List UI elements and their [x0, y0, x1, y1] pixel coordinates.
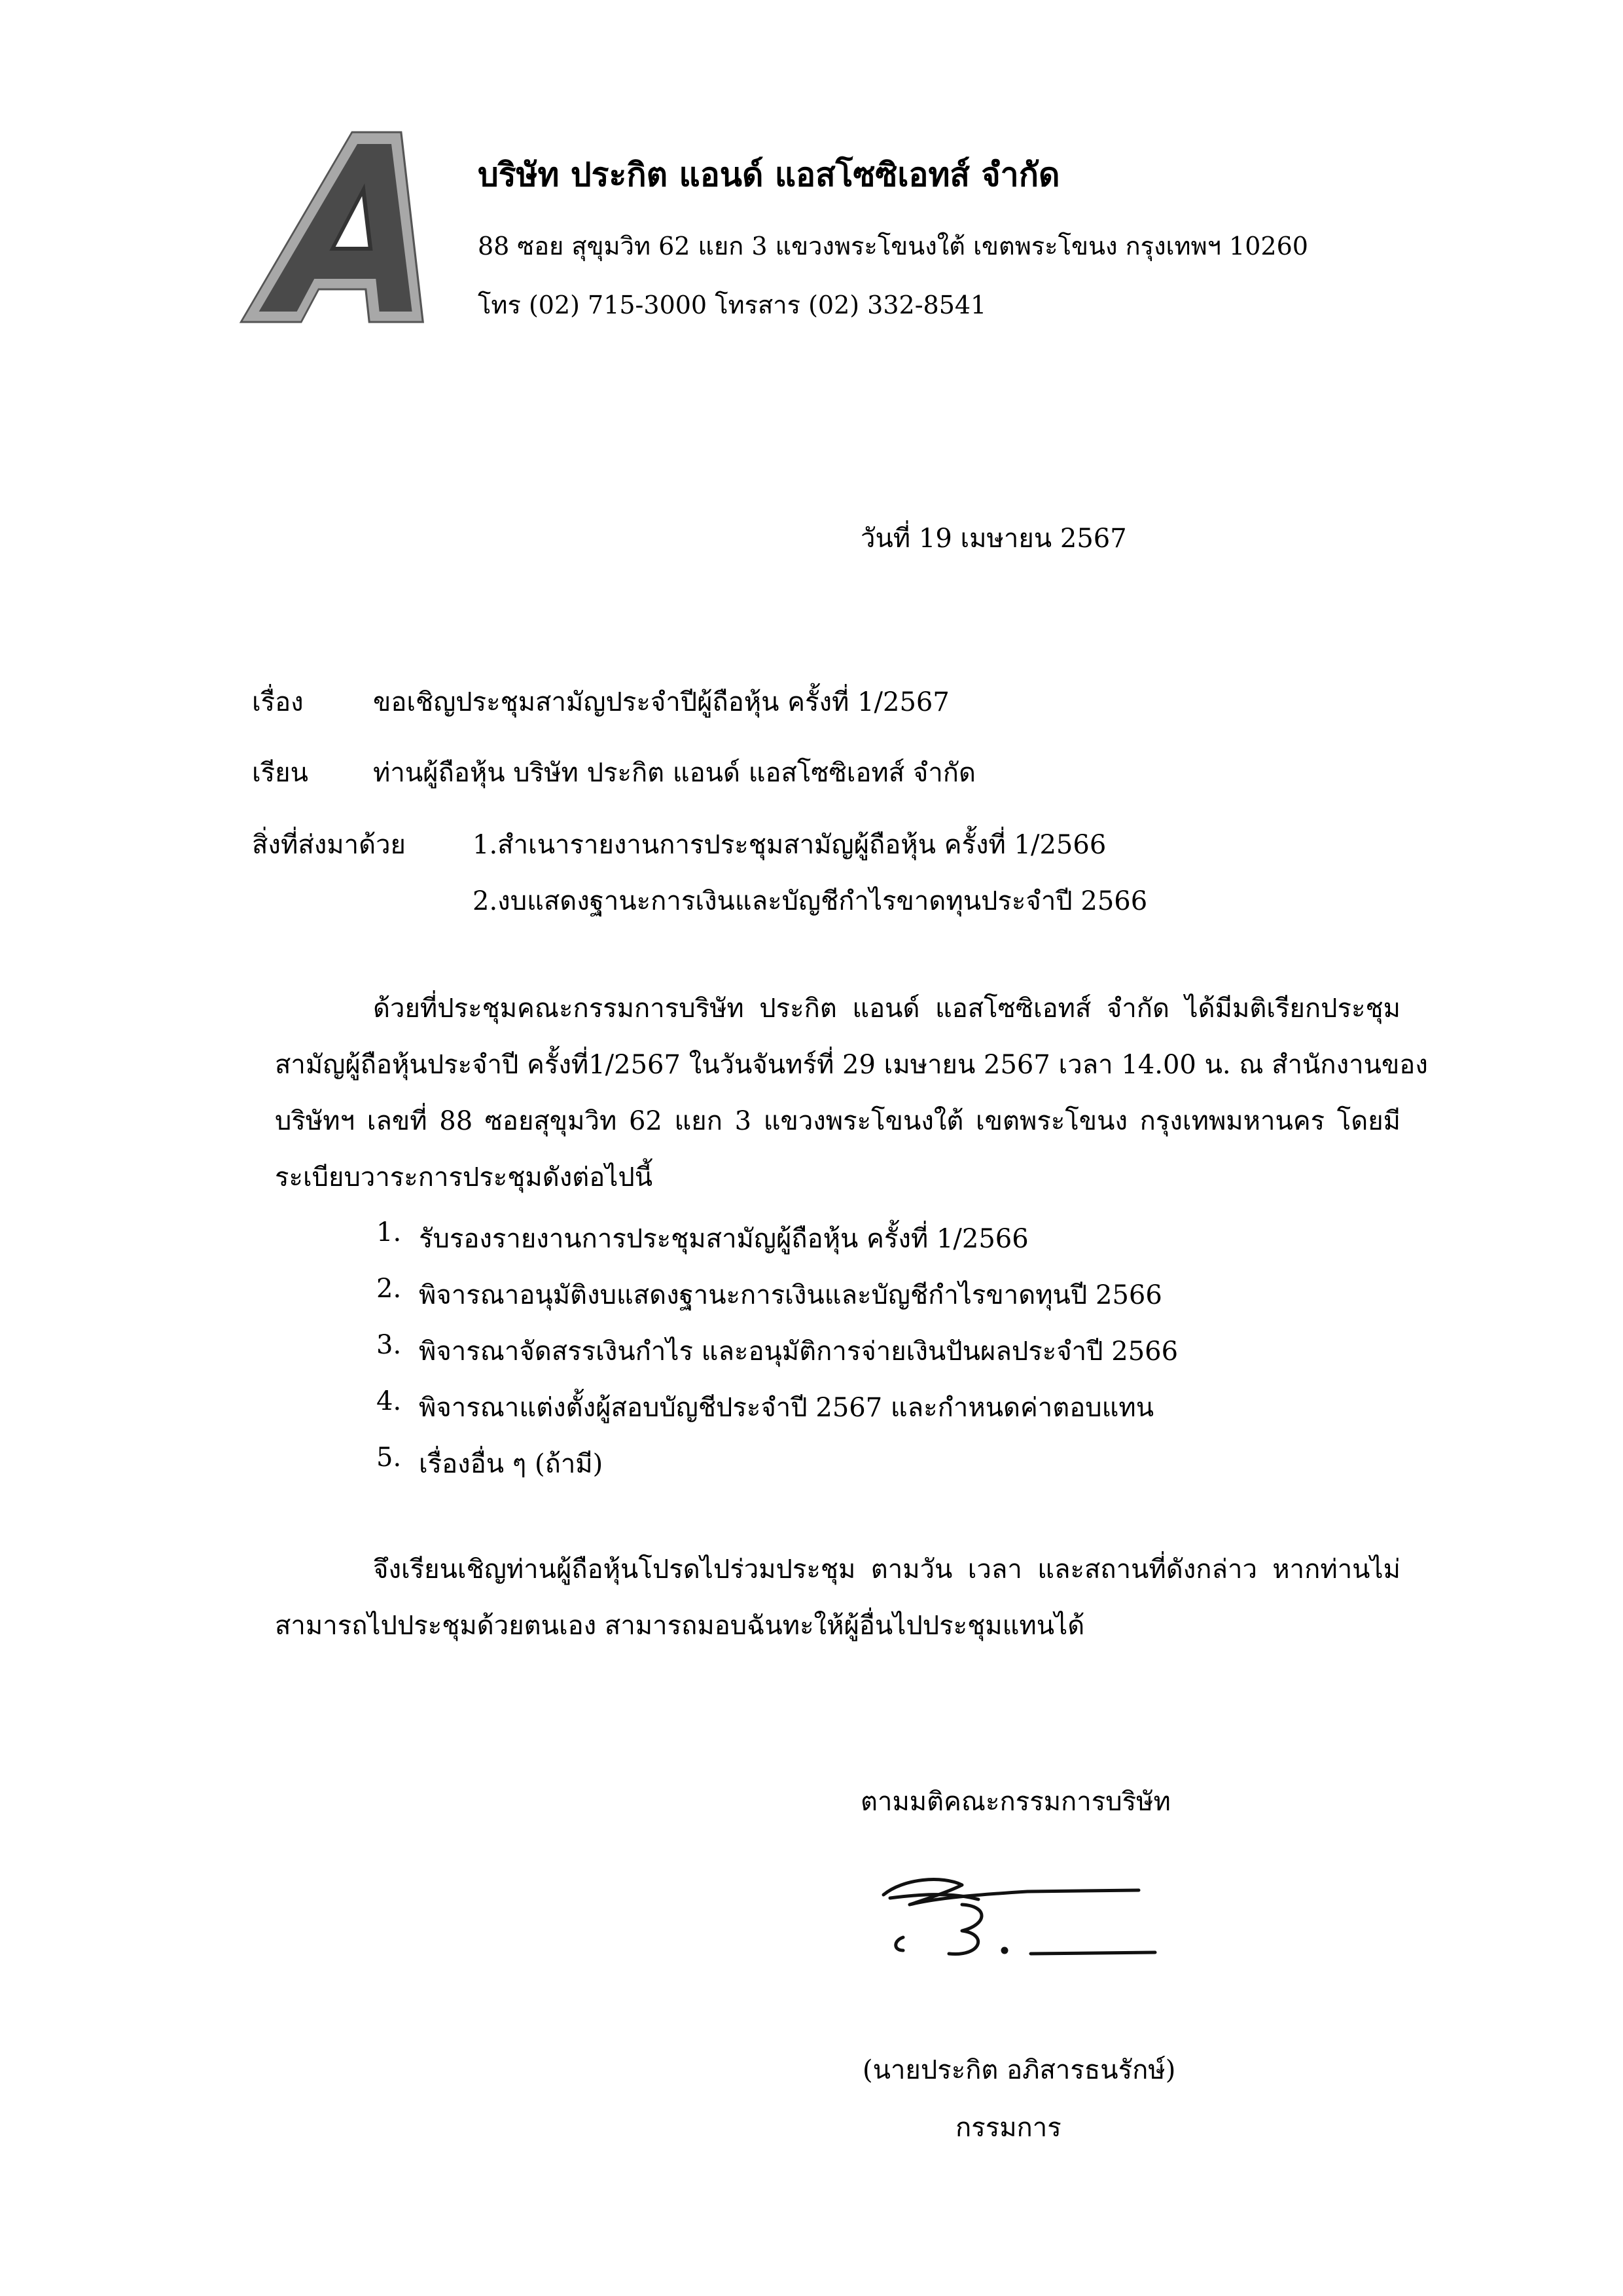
signer-name: (นายประกิต อภิสารธนรักษ์) — [863, 2055, 1176, 2085]
paragraph-line: สามารถไปประชุมด้วยตนเอง สามารถมอบฉันทะให้ผู้อื่นไปประชุมแทนได้ — [275, 1611, 1085, 1641]
agenda-text: เรื่องอื่น ๆ (ถ้ามี) — [419, 1449, 603, 1479]
agenda-text: รับรองรายงานการประชุมสามัญผู้ถือหุ้น ครั้งที่ 1/2566 — [419, 1224, 1029, 1254]
letter-date: วันที่ 19 เมษายน 2567 — [861, 524, 1127, 554]
invitation-paragraph — [275, 1541, 1400, 1654]
company-name: บริษัท ประกิต แอนด์ แอสโซซิเอทส์ จำกัด — [478, 155, 1060, 194]
enclosure-item: 1.สำเนารายงานการประชุมสามัญผู้ถือหุ้น ครั้งที่ 1/2566 — [473, 830, 1107, 860]
closing-resolution: ตามมติคณะกรรมการบริษัท — [861, 1787, 1171, 1817]
agenda-number: 5. — [376, 1443, 402, 1473]
agenda-number: 4. — [376, 1386, 402, 1416]
paragraph-line: ระเบียบวาระการประชุมดังต่อไปนี้ — [275, 1162, 653, 1193]
agenda-text: พิจารณาแต่งตั้งผู้สอบบัญชีประจำปี 2567 และกำหนดค่าตอบแทน — [419, 1393, 1154, 1423]
paragraph-line: บริษัทฯ เลขที่ 88 ซอยสุขุมวิท 62 แยก 3 แขวงพระโขนงใต้ เขตพระโขนง กรุงเทพมหานคร โดยมี — [275, 1106, 1400, 1136]
company-logo-icon — [216, 126, 465, 342]
agenda-number: 2. — [376, 1274, 402, 1304]
paragraph-line: จึงเรียนเชิญท่านผู้ถือหุ้นโปรดไปร่วมประชุม ตามวัน เวลา และสถานที่ดังกล่าว หากท่านไม่ — [373, 1554, 1400, 1585]
paragraph-line: สามัญผู้ถือหุ้นประจำปี ครั้งที่1/2567 ในวันจันทร์ที่ 29 เมษายน 2567 เวลา 14.00 น. ณ สำนักงานของ — [275, 1050, 1428, 1080]
agenda-number: 3. — [376, 1330, 402, 1360]
agenda-text: พิจารณาอนุมัติงบแสดงฐานะการเงินและบัญชีกำไรขาดทุนปี 2566 — [419, 1280, 1162, 1310]
intro-paragraph — [275, 980, 1428, 1206]
recipient-label: เรียน — [252, 758, 308, 788]
agenda-text: พิจารณาจัดสรรเงินกำไร และอนุมัติการจ่ายเงินปันผลประจำปี 2566 — [419, 1336, 1179, 1367]
enclosures-label: สิ่งที่ส่งมาด้วย — [252, 830, 406, 860]
signer-title: กรรมการ — [955, 2113, 1061, 2143]
company-contact: โทร (02) 715-3000 โทรสาร (02) 332-8541 — [478, 291, 987, 319]
recipient-text: ท่านผู้ถือหุ้น บริษัท ประกิต แอนด์ แอสโซซิเอทส์ จำกัด — [373, 758, 976, 788]
agenda-number: 1. — [376, 1217, 402, 1247]
signature-icon — [864, 1859, 1165, 1970]
subject-label: เรื่อง — [252, 687, 304, 717]
paragraph-line: ด้วยที่ประชุมคณะกรรมการบริษัท ประกิต แอนด์ แอสโซซิเอทส์ จำกัด ได้มีมติเรียกประชุม — [373, 994, 1400, 1024]
subject-text: ขอเชิญประชุมสามัญประจำปีผู้ถือหุ้น ครั้งที่ 1/2567 — [373, 687, 950, 717]
company-address: 88 ซอย สุขุมวิท 62 แยก 3 แขวงพระโขนงใต้ เขตพระโขนง กรุงเทพฯ 10260 — [478, 232, 1308, 260]
enclosure-item: 2.งบแสดงฐานะการเงินและบัญชีกำไรขาดทุนประจำปี 2566 — [473, 886, 1148, 916]
